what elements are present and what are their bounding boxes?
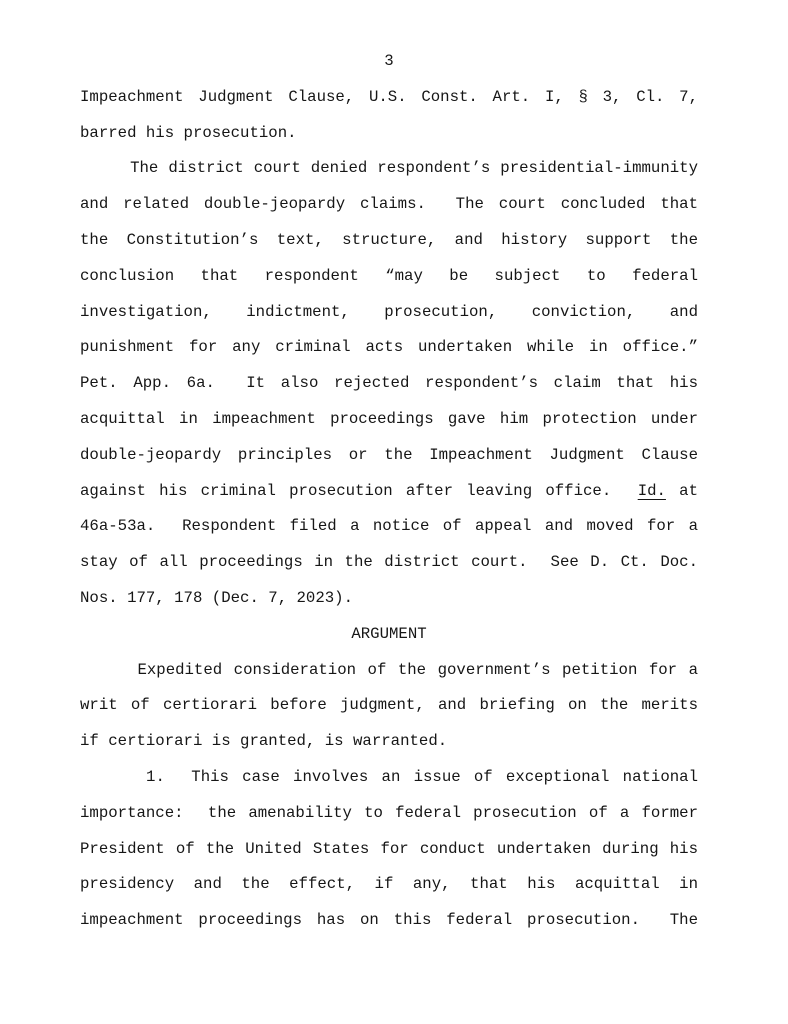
text-line: conclusion that respondent “may be subject to federal (80, 266, 698, 285)
text-line: double-jeopardy principles or the Impeachment Judgment Clause (80, 445, 698, 464)
underlined-citation: Id. (637, 481, 666, 500)
text-line: investigation, indictment, prosecution, conviction, and (80, 302, 698, 321)
text-line: The district court denied respondent’s presidential-immunity (80, 159, 698, 178)
body-text (80, 44, 698, 939)
text-line: punishment for any criminal acts undertaken while in office.” (80, 338, 698, 357)
text-line: Expedited consideration of the government’s petition for a (80, 660, 698, 679)
text-line: impeachment proceedings has on this federal prosecution. The (80, 911, 698, 930)
text-line: 1. This case involves an issue of exceptional national (80, 767, 698, 786)
text-line: if certiorari is granted, is warranted. (80, 732, 448, 751)
page-number: 3 (384, 52, 394, 70)
text-segment: against his criminal prosecution after leaving office. (80, 481, 638, 500)
text-line: Pet. App. 6a. It also rejected respondent’s claim that his (80, 374, 698, 393)
text-line: barred his prosecution. (80, 123, 297, 142)
text-line: Nos. 177, 178 (Dec. 7, 2023). (80, 588, 354, 607)
text-line: writ of certiorari before judgment, and briefing on the merits (80, 696, 698, 715)
text-line: presidency and the effect, if any, that his acquittal in (80, 875, 698, 894)
text-segment: at (665, 481, 698, 500)
section-heading: ARGUMENT (351, 624, 427, 643)
text-line: President of the United States for conduct undertaken during his (80, 839, 698, 858)
text-line: Impeachment Judgment Clause, U.S. Const. Art. I, § 3, Cl. 7, (80, 87, 698, 106)
text-line (80, 474, 698, 510)
text-line: 46a-53a. Respondent filed a notice of appeal and moved for a (80, 517, 698, 536)
text-line: the Constitution’s text, structure, and history support the (80, 230, 698, 249)
text-line: and related double-jeopardy claims. The court concluded that (80, 195, 698, 214)
text-line: acquittal in impeachment proceedings gave him protection under (80, 409, 698, 428)
text-line: importance: the amenability to federal prosecution of a former (80, 803, 698, 822)
text-line: stay of all proceedings in the district court. See D. Ct. Doc. (80, 553, 698, 572)
